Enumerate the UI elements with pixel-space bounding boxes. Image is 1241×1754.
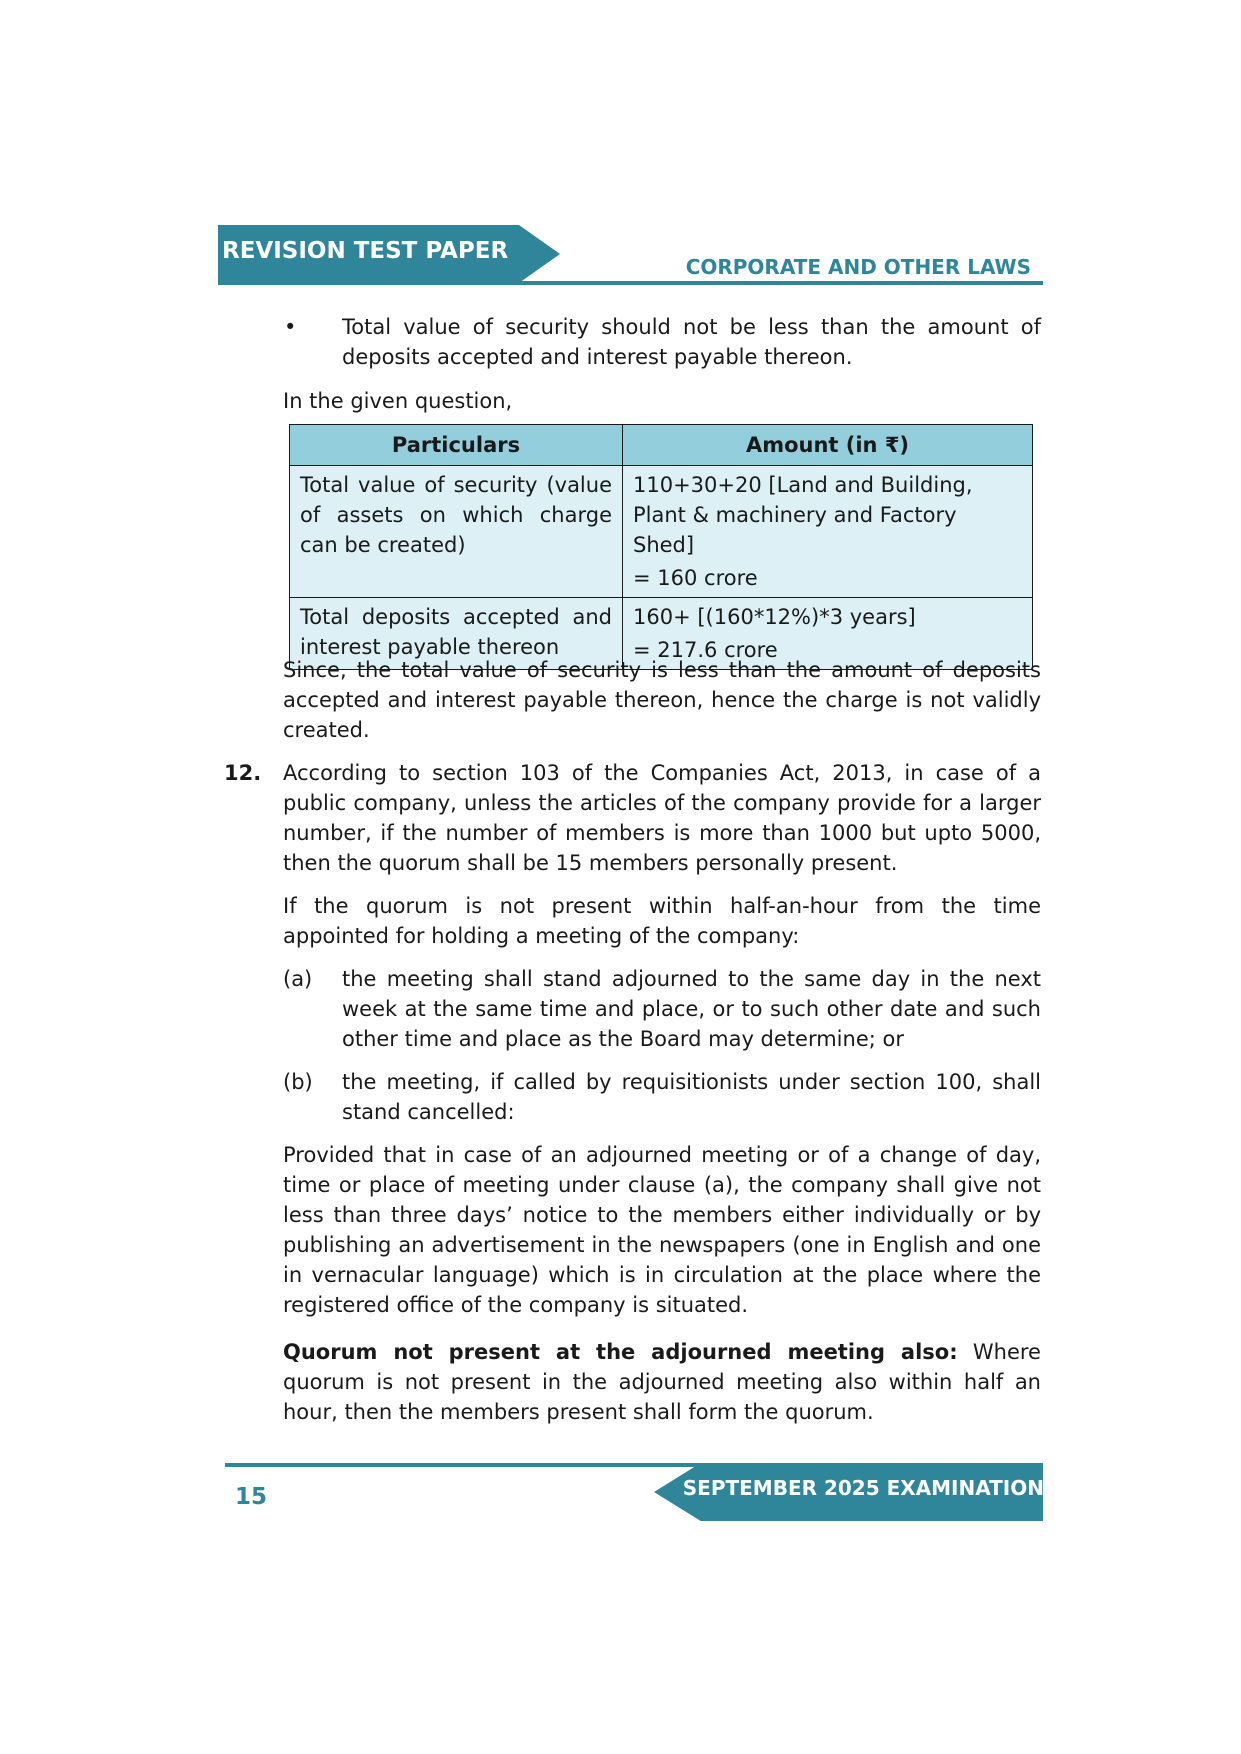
security-table <box>289 424 1033 670</box>
q12-paragraph-4 <box>283 1337 1041 1427</box>
bullet-symbol: • <box>284 315 297 339</box>
question-number: 12. <box>224 761 262 785</box>
amount-calculation: 110+30+20 [Land and Building, Plant & machinery and Factory Shed] <box>633 473 973 557</box>
quorum-heading: Quorum not present at the adjourned meeting also: <box>283 1340 958 1364</box>
amount-calculation: 160+ [(160*12%)*3 years] <box>633 605 916 629</box>
amount-result: = 217.6 crore <box>633 638 778 662</box>
table-cell-particular: Total deposits accepted and interest payable thereon <box>290 598 623 670</box>
table-cell-particular: Total value of security (value of assets on which charge can be created) <box>290 466 623 598</box>
table-header-row <box>290 425 1033 466</box>
footer-exam-title: SEPTEMBER 2025 EXAMINATION <box>682 1476 1044 1500</box>
header-left-title: REVISION TEST PAPER <box>222 238 509 264</box>
item-text-a: the meeting shall stand adjourned to the same day in the next week at the same time and place, or to such other date and such other time and place as the Board may determine; or <box>342 967 1041 1051</box>
quorum-text: Where quorum is not present in the adjourned meeting also within half an hour, then the members present shall form the quorum. <box>283 1340 1041 1424</box>
item-label-a: (a) <box>283 967 313 991</box>
table-header-particulars: Particulars <box>290 425 623 466</box>
bullet-text: Total value of security should not be less than the amount of deposits accepted and interest payable thereon. <box>342 315 1041 369</box>
page-number: 15 <box>235 1484 268 1510</box>
table-row <box>290 466 1033 598</box>
conclusion-text: Since, the total value of security is less than the amount of deposits accepted and interest payable thereon, hence the charge is not validly created. <box>283 658 1041 742</box>
item-label-b: (b) <box>283 1070 313 1094</box>
q12-paragraph-2: If the quorum is not present within half-an-hour from the time appointed for holding a meeting of the company: <box>283 894 1041 948</box>
intro-text: In the given question, <box>283 389 513 413</box>
q12-paragraph-3: Provided that in case of an adjourned meeting or of a change of day, time or place of meeting under clause (a), the company shall give not less than three days’ notice to the members either individually or by publishing an advertisement in the newspapers (one in English and one in vernacular language) which is in circulation at the place where the registered office of the company is situated. <box>283 1143 1041 1317</box>
table-cell-amount <box>623 466 1033 598</box>
q12-paragraph-1: According to section 103 of the Companies Act, 2013, in case of a public company, unless the articles of the company provide for a larger number, if the number of members is more than 1000 but upto 5000, then the quorum shall be 15 members personally present. <box>283 761 1041 875</box>
amount-result: = 160 crore <box>633 566 758 590</box>
table-header-amount: Amount (in ₹) <box>623 425 1033 466</box>
header-rule <box>218 281 1043 285</box>
header-right-title: CORPORATE AND OTHER LAWS <box>685 255 1031 279</box>
item-text-b: the meeting, if called by requisitionists under section 100, shall stand cancelled: <box>342 1070 1041 1124</box>
